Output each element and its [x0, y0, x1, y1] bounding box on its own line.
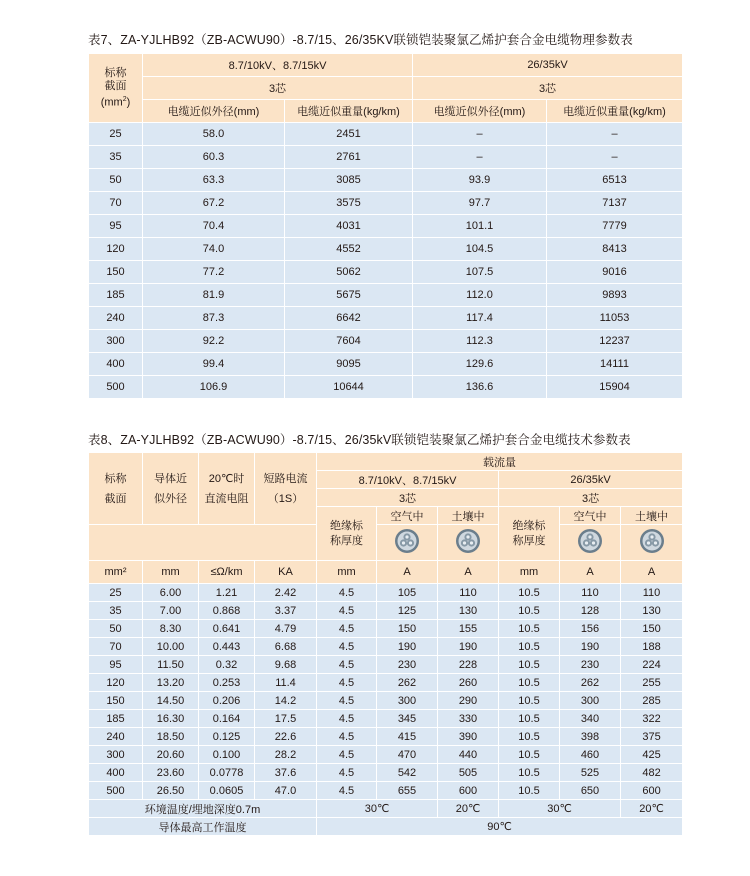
table-cell: 87.3 [143, 307, 285, 330]
table-cell: 10.5 [499, 764, 560, 782]
cable-air-icon [577, 528, 603, 557]
table7-physical-params [88, 53, 683, 399]
table-cell: 10.5 [499, 602, 560, 620]
table-cell: 340 [560, 710, 621, 728]
table-cell: 11.50 [143, 656, 199, 674]
table-cell: 262 [560, 674, 621, 692]
table-cell: 2.42 [255, 584, 317, 602]
table-cell: 505 [438, 764, 499, 782]
table-cell: 15904 [547, 376, 683, 399]
table-cell: 50 [89, 620, 143, 638]
table-cell: 4.5 [317, 710, 377, 728]
table-cell: 97.7 [413, 192, 547, 215]
table-cell: 150 [621, 620, 683, 638]
table-cell: 0.32 [199, 656, 255, 674]
table-cell: 3085 [285, 169, 413, 192]
cable-soil-icon [455, 528, 481, 557]
table-cell: 77.2 [143, 261, 285, 284]
table-cell: 155 [438, 620, 499, 638]
table-cell: 322 [621, 710, 683, 728]
t7-voltage-1: 8.7/10kV、8.7/15kV [143, 54, 413, 77]
table-cell: 10644 [285, 376, 413, 399]
table-row [89, 656, 683, 674]
table-cell: 4.5 [317, 656, 377, 674]
table-cell: 4.5 [317, 692, 377, 710]
table-cell: 4.5 [317, 620, 377, 638]
t7-core-1: 3芯 [143, 77, 413, 100]
t7-col-od: 电缆近似外径(mm) [143, 100, 285, 123]
table-cell: 415 [377, 728, 438, 746]
table-cell: 9016 [547, 261, 683, 284]
table-cell: 4031 [285, 215, 413, 238]
table-cell: 262 [377, 674, 438, 692]
table-cell: 10.5 [499, 656, 560, 674]
table-row [89, 238, 683, 261]
table-cell: 470 [377, 746, 438, 764]
table-cell: 0.100 [199, 746, 255, 764]
table-cell: 10.5 [499, 746, 560, 764]
table-cell: 190 [438, 638, 499, 656]
table-cell: 106.9 [143, 376, 285, 399]
t8-insulation-header: 绝缘标 称厚度 [317, 507, 377, 561]
t7-area-header: 标称 截面 $(mm^2)$ [89, 54, 143, 123]
t8-voltage-2: 26/35kV [499, 471, 683, 489]
unit-cell: ≤Ω/km [199, 561, 255, 584]
table-cell: 600 [438, 782, 499, 800]
table-cell: 60.3 [143, 146, 285, 169]
table-cell: 190 [560, 638, 621, 656]
max-temp-value: 90℃ [317, 818, 683, 836]
t8-air-header-2: 空气中 [560, 507, 621, 525]
table-cell: 92.2 [143, 330, 285, 353]
table-cell: 99.4 [143, 353, 285, 376]
table-cell: 8.30 [143, 620, 199, 638]
table-row [89, 284, 683, 307]
table-row [89, 638, 683, 656]
table-cell: 67.2 [143, 192, 285, 215]
unit-cell: mm [143, 561, 199, 584]
unit-cell: mm² [89, 561, 143, 584]
t8-soil-header-2: 土壤中 [621, 507, 683, 525]
table-cell: 525 [560, 764, 621, 782]
table-cell: 4.5 [317, 638, 377, 656]
table-cell: 6.00 [143, 584, 199, 602]
table-cell: 4.5 [317, 764, 377, 782]
table-cell: 9095 [285, 353, 413, 376]
table-row [89, 192, 683, 215]
table-cell: 0.206 [199, 692, 255, 710]
table-cell: 0.868 [199, 602, 255, 620]
t8-voltage-1: 8.7/10kV、8.7/15kV [317, 471, 499, 489]
table-cell: 104.5 [413, 238, 547, 261]
table-cell: 12237 [547, 330, 683, 353]
table-row [89, 330, 683, 353]
table-cell: 2761 [285, 146, 413, 169]
table-cell: 0.641 [199, 620, 255, 638]
table-row [89, 353, 683, 376]
table-cell: 330 [438, 710, 499, 728]
table-cell: 0.253 [199, 674, 255, 692]
table8-title: 表8、ZA-YJLHB92（ZB-ACWU90）-8.7/15、26/35kV联锁铠装聚氯乙烯护套合金电缆技术参数表 [88, 433, 631, 447]
table-cell: 129.6 [413, 353, 547, 376]
t8-soil-icon-cell [438, 525, 499, 561]
table-cell: 185 [89, 710, 143, 728]
table-cell: 345 [377, 710, 438, 728]
table-cell: 400 [89, 764, 143, 782]
table-cell: 10.5 [499, 782, 560, 800]
table-cell: 13.20 [143, 674, 199, 692]
table-row [89, 584, 683, 602]
t8-spacer [89, 525, 317, 561]
table-cell: 112.0 [413, 284, 547, 307]
table-cell: 5675 [285, 284, 413, 307]
table-cell: 117.4 [413, 307, 547, 330]
table-cell: 14111 [547, 353, 683, 376]
table-cell: 650 [560, 782, 621, 800]
table-cell: 14.2 [255, 692, 317, 710]
table-cell: 4.79 [255, 620, 317, 638]
table-cell: 260 [438, 674, 499, 692]
table-cell: 6513 [547, 169, 683, 192]
t8-air-icon-cell [377, 525, 438, 561]
table-cell: 22.6 [255, 728, 317, 746]
table-cell: 50 [89, 169, 143, 192]
table-cell: 240 [89, 728, 143, 746]
table-cell: 10.5 [499, 728, 560, 746]
table-cell: 4.5 [317, 602, 377, 620]
unit-cell: A [560, 561, 621, 584]
table-cell: 190 [377, 638, 438, 656]
table-cell: 110 [438, 584, 499, 602]
table-cell: 7137 [547, 192, 683, 215]
table-cell: 70 [89, 192, 143, 215]
table-cell: 4.5 [317, 584, 377, 602]
table-cell: 230 [377, 656, 438, 674]
max-temp-row [89, 818, 683, 836]
max-temp-label: 导体最高工作温度 [89, 818, 317, 836]
table-cell: 14.50 [143, 692, 199, 710]
table-cell: 7604 [285, 330, 413, 353]
table-cell: 136.6 [413, 376, 547, 399]
table-cell: 300 [377, 692, 438, 710]
table-cell: 23.60 [143, 764, 199, 782]
t8-soil-header: 土壤中 [438, 507, 499, 525]
t7-col-weight-2: 电缆近似重量(kg/km) [547, 100, 683, 123]
table7-title: 表7、ZA-YJLHB92（ZB-ACWU90）-8.7/15、26/35KV联锁铠装聚氯乙烯护套合金电缆物理参数表 [88, 33, 633, 47]
table-cell: 300 [560, 692, 621, 710]
table-cell: 500 [89, 782, 143, 800]
table-cell: 0.164 [199, 710, 255, 728]
table-cell: 112.3 [413, 330, 547, 353]
table-cell: 5062 [285, 261, 413, 284]
table-row [89, 123, 683, 146]
t8-dcr-header: 20℃时 直流电阻 [199, 453, 255, 525]
table-row [89, 169, 683, 192]
unit-cell: A [377, 561, 438, 584]
table-row [89, 620, 683, 638]
table-cell: 150 [377, 620, 438, 638]
table-cell: 10.00 [143, 638, 199, 656]
table-cell: 300 [89, 746, 143, 764]
table-cell: 3575 [285, 192, 413, 215]
table-row [89, 602, 683, 620]
t7-col-weight: 电缆近似重量(kg/km) [285, 100, 413, 123]
units-row [89, 561, 683, 584]
table-cell: 7779 [547, 215, 683, 238]
table-row [89, 307, 683, 330]
table-cell: 74.0 [143, 238, 285, 261]
table-cell: 11053 [547, 307, 683, 330]
t8-area-header: 标称 截面 [89, 453, 143, 525]
table8-technical-params [88, 452, 683, 836]
table-cell: 255 [621, 674, 683, 692]
table-cell: 17.5 [255, 710, 317, 728]
table-cell: 130 [621, 602, 683, 620]
table-cell: 95 [89, 656, 143, 674]
table-cell: 25 [89, 584, 143, 602]
table-cell: 125 [377, 602, 438, 620]
table-cell: 4.5 [317, 728, 377, 746]
table-cell: 18.50 [143, 728, 199, 746]
table-cell: 4552 [285, 238, 413, 261]
table-row [89, 376, 683, 399]
table-cell: 1.21 [199, 584, 255, 602]
env-soil-2: 20℃ [621, 800, 683, 818]
table-cell: 398 [560, 728, 621, 746]
t8-sc-header: 短路电流 （1S） [255, 453, 317, 525]
table-cell: 9893 [547, 284, 683, 307]
table-cell: 10.5 [499, 692, 560, 710]
table-cell: 35 [89, 146, 143, 169]
table-cell: – [547, 123, 683, 146]
table-row [89, 764, 683, 782]
table-cell: 35 [89, 602, 143, 620]
table-cell: 150 [89, 261, 143, 284]
t7-col-od-2: 电缆近似外径(mm) [413, 100, 547, 123]
table-cell: – [413, 146, 547, 169]
table-cell: 4.5 [317, 746, 377, 764]
table-cell: 285 [621, 692, 683, 710]
table-cell: 375 [621, 728, 683, 746]
table-cell: 128 [560, 602, 621, 620]
table-cell: 440 [438, 746, 499, 764]
table-cell: 25 [89, 123, 143, 146]
table-cell: 10.5 [499, 638, 560, 656]
env-air-2: 30℃ [499, 800, 621, 818]
t7-core-2: 3芯 [413, 77, 683, 100]
table-row [89, 782, 683, 800]
table-cell: 156 [560, 620, 621, 638]
table-cell: 230 [560, 656, 621, 674]
table-cell: 185 [89, 284, 143, 307]
table-cell: 240 [89, 307, 143, 330]
table-cell: 26.50 [143, 782, 199, 800]
table-cell: 107.5 [413, 261, 547, 284]
env-label: 环境温度/埋地深度0.7m [89, 800, 317, 818]
table-cell: 58.0 [143, 123, 285, 146]
table-cell: 224 [621, 656, 683, 674]
table-cell: 4.5 [317, 674, 377, 692]
table-cell: 120 [89, 674, 143, 692]
table-cell: 6.68 [255, 638, 317, 656]
table-cell: 130 [438, 602, 499, 620]
table-cell: 7.00 [143, 602, 199, 620]
table-cell: 9.68 [255, 656, 317, 674]
table-cell: – [413, 123, 547, 146]
table-row [89, 746, 683, 764]
table-row [89, 146, 683, 169]
table-cell: 542 [377, 764, 438, 782]
table-cell: 188 [621, 638, 683, 656]
table-cell: 0.443 [199, 638, 255, 656]
unit-cell: mm [499, 561, 560, 584]
table-row [89, 674, 683, 692]
t8-soil-icon-cell-2 [621, 525, 683, 561]
env-soil-1: 20℃ [438, 800, 499, 818]
table-cell: 0.0778 [199, 764, 255, 782]
env-air-1: 30℃ [317, 800, 438, 818]
t7-voltage-2: 26/35kV [413, 54, 683, 77]
table-cell: 400 [89, 353, 143, 376]
table-cell: 28.2 [255, 746, 317, 764]
table-row [89, 692, 683, 710]
t8-core-2: 3芯 [499, 489, 683, 507]
table-cell: 6642 [285, 307, 413, 330]
unit-cell: A [621, 561, 683, 584]
table-row [89, 215, 683, 238]
table-cell: 228 [438, 656, 499, 674]
table-cell: 0.125 [199, 728, 255, 746]
table-cell: 37.6 [255, 764, 317, 782]
table-cell: 93.9 [413, 169, 547, 192]
table-cell: 500 [89, 376, 143, 399]
t8-air-icon-cell-2 [560, 525, 621, 561]
table-cell: 10.5 [499, 584, 560, 602]
table-cell: 16.30 [143, 710, 199, 728]
table-cell: 63.3 [143, 169, 285, 192]
table-cell: 655 [377, 782, 438, 800]
table-cell: 81.9 [143, 284, 285, 307]
table-cell: 70.4 [143, 215, 285, 238]
cable-soil-icon [639, 528, 665, 557]
table-cell: 20.60 [143, 746, 199, 764]
table-cell: 2451 [285, 123, 413, 146]
table-cell: 110 [560, 584, 621, 602]
table-cell: 10.5 [499, 710, 560, 728]
table-cell: 110 [621, 584, 683, 602]
t8-od-header: 导体近 似外径 [143, 453, 199, 525]
table-cell: 425 [621, 746, 683, 764]
table-cell: 70 [89, 638, 143, 656]
table-cell: 150 [89, 692, 143, 710]
table-cell: 10.5 [499, 620, 560, 638]
table-row [89, 710, 683, 728]
table-cell: 390 [438, 728, 499, 746]
table-cell: 8413 [547, 238, 683, 261]
table-cell: 3.37 [255, 602, 317, 620]
cable-air-icon [394, 528, 420, 557]
table-cell: 120 [89, 238, 143, 261]
table-cell: – [547, 146, 683, 169]
unit-cell: mm [317, 561, 377, 584]
unit-cell: KA [255, 561, 317, 584]
unit-cell: A [438, 561, 499, 584]
table-cell: 600 [621, 782, 683, 800]
table-row [89, 728, 683, 746]
table-cell: 300 [89, 330, 143, 353]
table-cell: 47.0 [255, 782, 317, 800]
table-cell: 10.5 [499, 674, 560, 692]
t8-insulation-header-2: 绝缘标 称厚度 [499, 507, 560, 561]
table-cell: 290 [438, 692, 499, 710]
table-cell: 460 [560, 746, 621, 764]
table-cell: 101.1 [413, 215, 547, 238]
table-row [89, 261, 683, 284]
table-cell: 4.5 [317, 782, 377, 800]
table-cell: 95 [89, 215, 143, 238]
t8-core-1: 3芯 [317, 489, 499, 507]
table-cell: 0.0605 [199, 782, 255, 800]
env-temp-row [89, 800, 683, 818]
t8-capacity-header: 载流量 [317, 453, 683, 471]
table-cell: 482 [621, 764, 683, 782]
table-cell: 105 [377, 584, 438, 602]
t8-air-header: 空气中 [377, 507, 438, 525]
table-cell: 11.4 [255, 674, 317, 692]
